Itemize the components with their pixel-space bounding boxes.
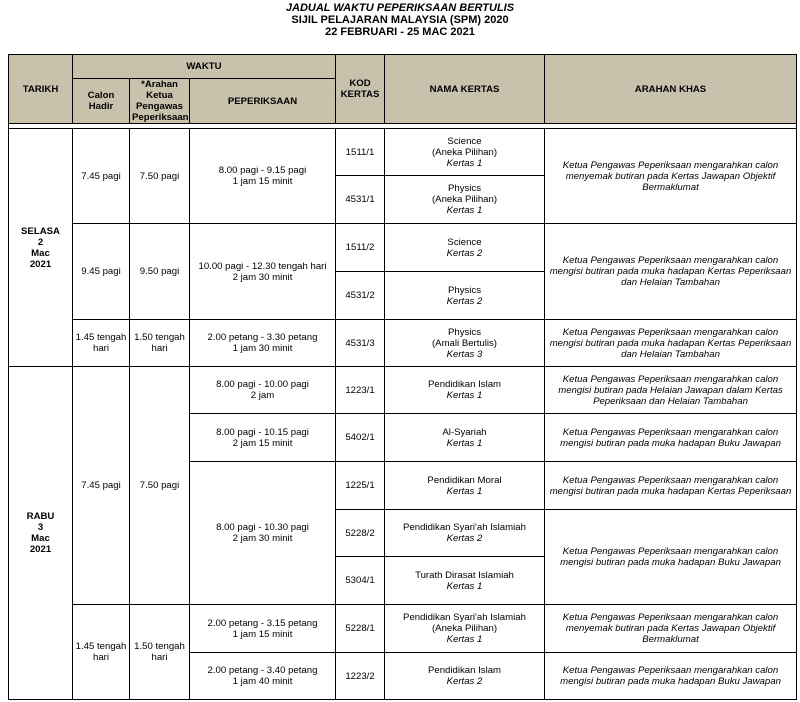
peperiksaan-cell [190,414,336,462]
date-num: 3 [37,522,44,533]
kod-kertas-cell: 1511/2 [336,224,385,272]
header-calon-hadir: Calon Hadir [73,79,130,124]
peperiksaan-cell [190,320,336,367]
peperiksaan-cell [190,462,336,605]
header-waktu: WAKTU [73,55,336,79]
date-month: Mac [31,247,50,259]
kod-kertas-cell: 4531/3 [336,320,385,367]
exam-time: 10.00 pagi - 12.30 tengah hari [198,260,327,272]
kod-kertas-cell: 5304/1 [336,557,385,605]
arahan-ketua-cell: 1.50 tengah hari [130,605,190,700]
paper-kertas: Kertas 2 [446,533,483,544]
document-date-range: 22 FEBRUARI - 25 MAC 2021 [325,26,475,38]
nama-kertas-cell [385,224,545,272]
paper-sub: (Aneka Pilihan) [431,623,498,634]
nama-kertas-cell [385,557,545,605]
exam-duration: 2 jam [250,390,275,401]
nama-kertas-cell [385,653,545,700]
calon-hadir-cell: 1.45 tengah hari [73,320,130,367]
paper-kertas: Kertas 1 [446,485,483,497]
header-tarikh: TARIKH [9,55,73,124]
exam-time: 8.00 pagi - 10.00 pagi [216,379,309,390]
peperiksaan-cell [190,367,336,414]
date-cell-rabu [9,367,73,700]
calon-hadir-cell: 7.45 pagi [73,367,130,605]
exam-duration: 1 jam 15 minit [232,176,293,187]
table-row [9,224,797,272]
paper-kertas: Kertas 1 [446,205,483,216]
paper-kertas: Kertas 1 [446,580,483,592]
exam-schedule-table [8,54,797,700]
paper-name: Pendidikan Islam [427,379,502,390]
nama-kertas-cell [385,320,545,367]
nama-kertas-cell [385,176,545,224]
paper-sub: (Aneka Pilihan) [431,146,498,158]
nama-kertas-cell [385,414,545,462]
date-day: SELASA [21,225,60,237]
paper-name: Turath Dirasat Islamiah [415,569,514,581]
date-month: Mac [31,533,50,544]
paper-kertas: Kertas 1 [446,390,483,401]
peperiksaan-cell [190,653,336,700]
paper-sub: (Amali Bertulis) [431,337,498,349]
kod-kertas-cell: 1223/2 [336,653,385,700]
paper-name: Al-Syariah [442,426,487,438]
arahan-khas-cell: Ketua Pengawas Peperiksaan mengarahkan calon menyemak butiran pada Kertas Jawapan Objektif Bermaklumat [545,605,797,653]
date-cell-selasa [9,129,73,367]
calon-hadir-cell: 9.45 pagi [73,224,130,320]
header-row-1 [9,55,797,79]
peperiksaan-cell [190,224,336,320]
arahan-khas-cell: Ketua Pengawas Peperiksaan mengarahkan calon mengisi butiran pada muka hadapan Buku Jawapan [545,510,797,605]
kod-kertas-cell: 5228/2 [336,510,385,557]
nama-kertas-cell [385,510,545,557]
exam-duration: 2 jam 15 minit [232,437,293,449]
exam-time: 2.00 petang - 3.15 petang [207,617,318,629]
paper-name: Science [447,236,482,248]
nama-kertas-cell [385,605,545,653]
date-year: 2021 [29,544,52,555]
exam-time: 2.00 petang - 3.30 petang [207,332,318,343]
table-row [9,367,797,414]
exam-time: 8.00 pagi - 10.15 pagi [216,426,309,438]
paper-kertas: Kertas 1 [446,437,483,449]
table-row [9,605,797,653]
arahan-khas-cell: Ketua Pengawas Peperiksaan mengarahkan calon mengisi butiran pada muka hadapan Buku Jawapan [545,653,797,700]
paper-kertas: Kertas 2 [446,676,483,687]
header-arahan-ketua: *Arahan Ketua Pengawas Peperiksaan [130,79,190,124]
date-num: 2 [37,236,44,248]
document-subtitle: SIJIL PELAJARAN MALAYSIA (SPM) 2020 [291,14,509,26]
paper-kertas: Kertas 2 [446,295,483,307]
date-year: 2021 [29,258,52,270]
kod-kertas-cell: 4531/1 [336,176,385,224]
document-title: JADUAL WAKTU PEPERIKSAAN BERTULIS [285,2,515,14]
date-day: RABU [26,511,55,522]
document-title-block [0,0,800,38]
nama-kertas-cell [385,462,545,510]
arahan-khas-cell: Ketua Pengawas Peperiksaan mengarahkan calon mengisi butiran pada muka hadapan Kertas Peperiksaan dan Helaian Tambahan [545,224,797,320]
arahan-khas-cell: Ketua Pengawas Peperiksaan mengarahkan calon mengisi butiran pada Helaian Jawapan dalam Kertas Peperiksaan dan Helaian Tambahan [545,367,797,414]
exam-duration: 1 jam 40 minit [232,676,293,687]
nama-kertas-cell [385,367,545,414]
peperiksaan-cell [190,605,336,653]
exam-time: 2.00 petang - 3.40 petang [207,665,318,676]
arahan-khas-cell: Ketua Pengawas Peperiksaan mengarahkan calon mengisi butiran pada muka hadapan Kertas Peperiksaan dan Helaian Tambahan [545,320,797,367]
paper-name: Pendidikan Syari'ah Islamiah [403,612,526,623]
paper-kertas: Kertas 3 [446,348,483,360]
arahan-ketua-cell: 7.50 pagi [130,367,190,605]
header-arahan-khas: ARAHAN KHAS [545,55,797,124]
paper-name: Physics [447,284,482,296]
exam-duration: 1 jam 15 minit [232,628,293,640]
exam-time: 8.00 pagi - 10.30 pagi [216,522,309,533]
kod-kertas-cell: 5402/1 [336,414,385,462]
paper-sub: (Aneka Pilihan) [431,194,498,205]
header-nama-kertas: NAMA KERTAS [385,55,545,124]
calon-hadir-cell: 1.45 tengah hari [73,605,130,700]
paper-kertas: Kertas 2 [446,247,483,259]
peperiksaan-cell [190,129,336,224]
paper-name: Physics [447,183,482,194]
calon-hadir-cell: 7.45 pagi [73,129,130,224]
kod-kertas-cell: 1223/1 [336,367,385,414]
exam-duration: 1 jam 30 minit [232,343,293,354]
paper-name: Pendidikan Moral [427,474,502,486]
arahan-ketua-cell: 1.50 tengah hari [130,320,190,367]
kod-kertas-cell: 4531/2 [336,272,385,320]
nama-kertas-cell [385,129,545,176]
arahan-khas-cell: Ketua Pengawas Peperiksaan mengarahkan calon mengisi butiran pada muka hadapan Kertas Peperiksaan [545,462,797,510]
exam-duration: 2 jam 30 minit [232,271,293,283]
paper-name: Physics [447,326,482,338]
table-row [9,320,797,367]
kod-kertas-cell: 1225/1 [336,462,385,510]
table-row [9,129,797,176]
paper-name: Pendidikan Syari'ah Islamiah [403,522,526,533]
exam-time: 8.00 pagi - 9.15 pagi [218,165,307,176]
paper-name: Pendidikan Islam [427,665,502,676]
arahan-ketua-cell: 9.50 pagi [130,224,190,320]
nama-kertas-cell [385,272,545,320]
arahan-ketua-cell: 7.50 pagi [130,129,190,224]
kod-kertas-cell: 1511/1 [336,129,385,176]
kod-kertas-cell: 5228/1 [336,605,385,653]
arahan-khas-cell: Ketua Pengawas Peperiksaan mengarahkan calon mengisi butiran pada muka hadapan Buku Jawapan [545,414,797,462]
header-kod-kertas: KOD KERTAS [336,55,385,124]
arahan-khas-cell: Ketua Pengawas Peperiksaan mengarahkan calon menyemak butiran pada Kertas Jawapan Objektif Bermaklumat [545,129,797,224]
paper-kertas: Kertas 1 [446,634,483,645]
header-peperiksaan: PEPERIKSAAN [190,79,336,124]
paper-kertas: Kertas 1 [446,157,483,169]
paper-name: Science [447,135,482,147]
exam-duration: 2 jam 30 minit [232,533,293,544]
